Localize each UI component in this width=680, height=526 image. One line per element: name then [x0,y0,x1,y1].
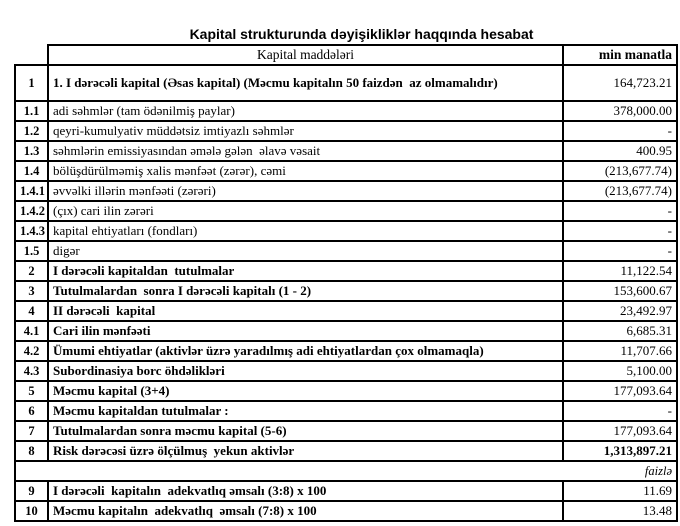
row-value: 177,093.64 [563,381,677,401]
row-value: 1,313,897.21 [563,441,677,461]
row-value: - [563,401,677,421]
row-description: (çıx) cari ilin zərəri [48,201,563,221]
row-number: 1.3 [15,141,48,161]
row-value: - [563,241,677,261]
row-number: 4.1 [15,321,48,341]
capital-structure-table [14,44,678,522]
table-row [15,241,677,261]
row-description: Subordinasiya borc öhdəlikləri [48,361,563,381]
table-row [15,261,677,281]
row-value: 11,707.66 [563,341,677,361]
row-description: adi səhmlər (tam ödənilmiş paylar) [48,101,563,121]
row-number: 1.4.2 [15,201,48,221]
row-number: 9 [15,481,48,501]
row-description: Ümumi ehtiyatlar (aktivlər üzrə yaradılmış adi ehtiyatlardan çox olmamaqla) [48,341,563,361]
row-number: 1.1 [15,101,48,121]
row-description: Məcmu kapital (3+4) [48,381,563,401]
row-value: 23,492.97 [563,301,677,321]
row-value: - [563,221,677,241]
row-description: I dərəcəli kapitalın adekvatlıq əmsalı (3:8) x 100 [48,481,563,501]
row-number: 6 [15,401,48,421]
row-description: Tutulmalardan sonra I dərəcəli kapitalı (1 - 2) [48,281,563,301]
row-number: 1.4.1 [15,181,48,201]
row-description: II dərəcəli kapital [48,301,563,321]
table-row [15,341,677,361]
row-value: 5,100.00 [563,361,677,381]
row-description: Tutulmalardan sonra məcmu kapital (5-6) [48,421,563,441]
table-row [15,381,677,401]
table-row [15,101,677,121]
table-row [15,201,677,221]
row-value: 6,685.31 [563,321,677,341]
row-value: - [563,201,677,221]
row-value: - [563,121,677,141]
row-description: qeyri-kumulyativ müddətsiz imtiyazlı səhmlər [48,121,563,141]
row-number: 1.4.3 [15,221,48,241]
row-description: Məcmu kapitalın adekvatlıq əmsalı (7:8) x 100 [48,501,563,521]
table-row [15,301,677,321]
table-row [15,161,677,181]
row-number: 10 [15,501,48,521]
header-unit-label: min manatla [563,45,677,65]
unit-row [15,461,677,481]
row-description: 1. I dərəcəli kapital (Əsas kapital) (Məcmu kapitalın 50 faizdən az olmamalıdır) [48,65,563,101]
row-description: Risk dərəcəsi üzrə ölçülmuş yekun aktivlər [48,441,563,461]
table-row [15,121,677,141]
row-value: (213,677.74) [563,161,677,181]
header-items-label: Kapital maddələri [48,45,563,65]
table-row [15,441,677,461]
row-value: 177,093.64 [563,421,677,441]
table-row [15,281,677,301]
page-title: Kapital strukturunda dəyişikliklər haqqında hesabat [189,26,534,42]
table-row [15,401,677,421]
table-row [15,321,677,341]
row-number: 5 [15,381,48,401]
row-value: (213,677.74) [563,181,677,201]
row-description: səhmlərin emissiyasından əmələ gələn əlavə vəsait [48,141,563,161]
row-number: 4.2 [15,341,48,361]
table-row [15,65,677,101]
row-value: 13.48 [563,501,677,521]
table-row [15,501,677,521]
row-description: digər [48,241,563,261]
row-number: 7 [15,421,48,441]
row-description: əvvəlki illərin mənfəəti (zərəri) [48,181,563,201]
table-row [15,481,677,501]
row-description: Məcmu kapitaldan tutulmalar : [48,401,563,421]
row-number: 4 [15,301,48,321]
table-body [15,65,677,521]
row-description: I dərəcəli kapitaldan tutulmalar [48,261,563,281]
row-number: 1.4 [15,161,48,181]
row-value: 378,000.00 [563,101,677,121]
row-value: 400.95 [563,141,677,161]
row-number: 3 [15,281,48,301]
row-value: 11,122.54 [563,261,677,281]
row-description: kapital ehtiyatları (fondları) [48,221,563,241]
row-number: 4.3 [15,361,48,381]
row-number: 1.5 [15,241,48,261]
row-value: 153,600.67 [563,281,677,301]
row-number: 1 [15,65,48,101]
table-header-row [15,45,677,65]
table-row [15,421,677,441]
row-value: 11.69 [563,481,677,501]
row-description: bölüşdürülməmiş xalis mənfəət (zərər), cəmi [48,161,563,181]
row-number: 2 [15,261,48,281]
table-row [15,141,677,161]
row-number: 8 [15,441,48,461]
table-row [15,361,677,381]
unit-label: faizlə [15,461,677,481]
row-description: Cari ilin mənfəəti [48,321,563,341]
row-number: 1.2 [15,121,48,141]
table-row [15,221,677,241]
header-corner-cell [15,45,48,65]
row-value: 164,723.21 [563,65,677,101]
table-row [15,181,677,201]
